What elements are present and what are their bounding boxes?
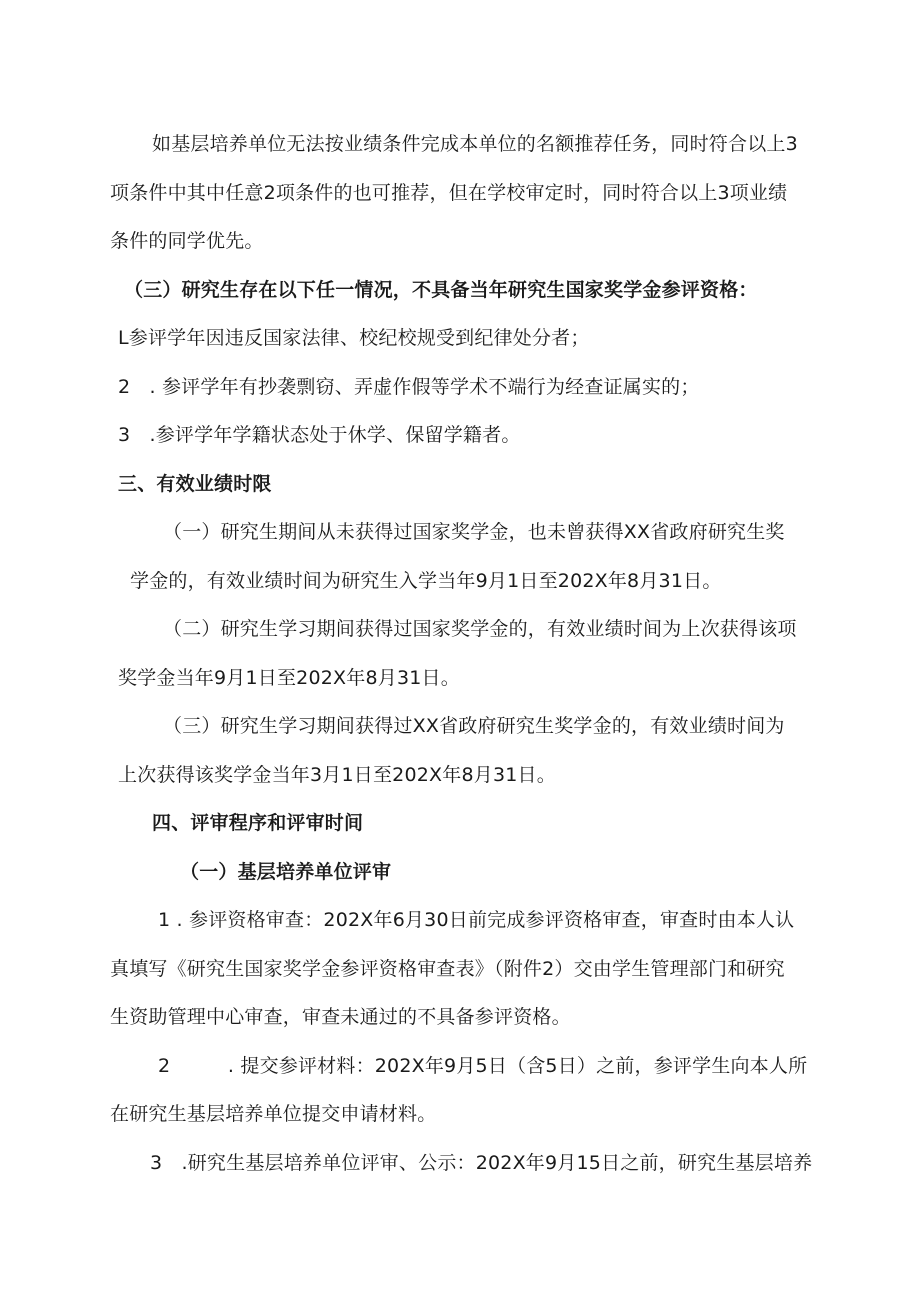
paragraph-line: 条件的同学优先。 [110, 230, 264, 252]
paragraph-line: 学金的，有效业绩时间为研究生入学当年9月1日至202X年8月31日。 [130, 570, 722, 592]
paragraph-line: 2 . 提交参评材料：202X年9月5日（含5日）之前，参评学生向本人所 [158, 1055, 808, 1077]
list-item: 3 .参评学年学籍状态处于休学、保留学籍者。 [118, 424, 521, 446]
section-heading: 四、评审程序和评审时间 [152, 812, 364, 834]
paragraph-line: 在研究生基层培养单位提交申请材料。 [110, 1103, 437, 1125]
section-heading: （三）研究生存在以下任一情况，不具备当年研究生国家奖学金参评资格： [124, 279, 758, 301]
paragraph-line: （一）研究生期间从未获得过国家奖学金，也未曾获得XX省政府研究生奖 [163, 521, 785, 543]
list-item: 2 . 参评学年有抄袭剽窃、弄虚作假等学术不端行为经查证属实的； [118, 376, 700, 398]
paragraph-line: 奖学金当年9月1日至202X年8月31日。 [118, 667, 460, 689]
paragraph-line: 如基层培养单位无法按业绩条件完成本单位的名额推荐任务，同时符合以上3 [152, 133, 798, 155]
section-heading: 三、有效业绩时限 [118, 473, 272, 495]
paragraph-line: 上次获得该奖学金当年3月1日至202X年8月31日。 [118, 764, 556, 786]
subsection-heading: （一）基层培养单位评审 [180, 861, 392, 883]
paragraph-line: （二）研究生学习期间获得过国家奖学金的，有效业绩时间为上次获得该项 [163, 618, 797, 640]
paragraph-line: 生资助管理中心审查，审查未通过的不具备参评资格。 [110, 1006, 571, 1028]
paragraph-line: 1 . 参评资格审查：202X年6月30日前完成参评资格审查，审查时由本人认 [158, 909, 795, 931]
list-item: L参评学年因违反国家法律、校纪校规受到纪律处分者； [118, 327, 590, 349]
paragraph-line: 项条件中其中任意2项条件的也可推荐，但在学校审定时，同时符合以上3项业绩 [110, 182, 788, 204]
paragraph-line: 真填写《研究生国家奖学金参评资格审查表》（附件2）交由学生管理部门和研究 [110, 958, 785, 980]
paragraph-line: 3 .研究生基层培养单位评审、公示：202X年9月15日之前，研究生基层培养 [150, 1152, 813, 1174]
paragraph-line: （三）研究生学习期间获得过XX省政府研究生奖学金的，有效业绩时间为 [163, 715, 785, 737]
